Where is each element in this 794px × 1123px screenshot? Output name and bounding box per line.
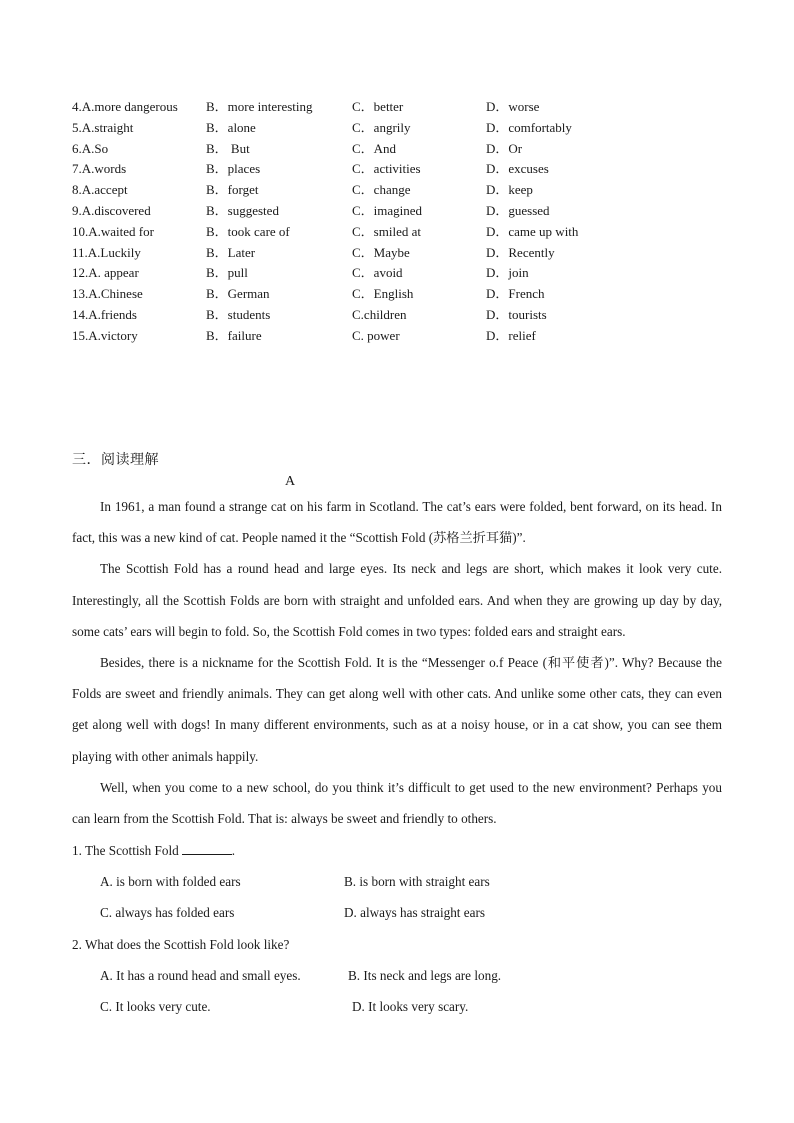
option-c: C．avoid [352, 265, 403, 281]
question-options-row [72, 991, 722, 1022]
option-a: 12.A. appear [72, 265, 139, 281]
option-row [72, 97, 712, 118]
option-row [72, 263, 712, 284]
reading-passage [72, 491, 722, 834]
option-b: B．places [206, 161, 261, 177]
option-row [72, 118, 712, 139]
answer-option[interactable]: C. always has folded ears [100, 905, 235, 921]
question-options-row [72, 866, 722, 897]
passage-label: A [285, 474, 296, 489]
option-b: B．failure [206, 327, 262, 343]
option-row [72, 180, 712, 201]
option-a: 9.A.discovered [72, 202, 151, 218]
question-options-row [72, 960, 722, 991]
option-a: 13.A.Chinese [72, 286, 143, 302]
option-d: D．worse [486, 99, 540, 114]
option-d: D．guessed [486, 202, 550, 218]
option-c: C．English [352, 286, 414, 302]
answer-option[interactable]: D. It looks very scary. [352, 998, 469, 1014]
question-stem-end: . [231, 843, 236, 858]
option-c: C．Maybe [352, 244, 410, 260]
answer-option[interactable]: B. is born with straight ears [344, 874, 490, 890]
option-d: D．keep [486, 182, 533, 198]
option-c: C. power [352, 327, 400, 343]
option-c: C．angrily [352, 119, 411, 135]
answer-option[interactable]: B. Its neck and legs are long. [348, 967, 502, 983]
option-c: C．And [352, 140, 397, 156]
question-list [72, 835, 722, 1022]
option-row [72, 201, 712, 222]
option-a: 5.A.straight [72, 119, 134, 135]
option-d: D．tourists [486, 306, 547, 322]
option-row [72, 159, 712, 180]
option-b: B．took care of [206, 223, 290, 239]
option-a: 10.A.waited for [72, 223, 154, 239]
option-c: C．better [352, 99, 404, 114]
option-b: B．forget [206, 182, 259, 198]
option-a: 11.A.Luckily [72, 244, 141, 260]
cloze-options-table [72, 97, 712, 347]
option-b: B．pull [206, 265, 248, 281]
answer-option[interactable]: C. It looks very cute. [100, 998, 211, 1014]
option-d: D．French [486, 286, 545, 302]
option-b: B． But [206, 140, 250, 156]
option-a: 4.A.more dangerous [72, 99, 178, 114]
question-stem [72, 929, 722, 960]
option-row [72, 326, 712, 347]
option-a: 7.A.words [72, 161, 127, 177]
option-d: D．excuses [486, 161, 549, 177]
option-d: D．came up with [486, 223, 579, 239]
option-row [72, 305, 712, 326]
answer-blank[interactable] [182, 840, 232, 855]
option-row [72, 284, 712, 305]
option-b: B．more interesting [206, 99, 313, 114]
option-a: 6.A.So [72, 140, 109, 156]
option-b: B．students [206, 306, 271, 322]
option-d: D．Recently [486, 244, 555, 260]
answer-option[interactable]: A. is born with folded ears [100, 874, 241, 890]
passage-paragraph: Besides, there is a nickname for the Scottish Fold. It is the “Messenger o.f Peace (和平使者)”. Why? Because the Folds are sweet and friendly animals. They can get along well with other cats. And unlike some other cats, they can even get along well with dogs! In many different environments, such as at a noisy house, or in a cat show, you can see them playing with other animals happily. [72, 655, 722, 764]
option-b: B．Later [206, 244, 256, 260]
passage-paragraph: Well, when you come to a new school, do you think it’s difficult to get used to the new environment? Perhaps you can learn from the Scottish Fold. That is: always be sweet and friendly to others. [72, 779, 722, 827]
option-a: 14.A.friends [72, 306, 137, 322]
option-row [72, 243, 712, 264]
option-b: B．suggested [206, 202, 279, 218]
option-d: D．comfortably [486, 119, 572, 135]
option-c: C．smiled at [352, 223, 421, 239]
passage-paragraph: In 1961, a man found a strange cat on his farm in Scotland. The cat’s ears were folded, bent forward, on its head. In fact, this was a new kind of cat. People named it the “Scottish Fold (苏格兰折耳猫)”. [72, 499, 722, 546]
question-text: 1. The Scottish Fold [72, 843, 179, 858]
question-options-row [72, 897, 722, 928]
answer-option[interactable]: A. It has a round head and small eyes. [100, 967, 301, 983]
option-d: D．join [486, 265, 529, 281]
option-b: B．German [206, 286, 270, 302]
question-text: 2. What does the Scottish Fold look like? [72, 936, 290, 952]
answer-option[interactable]: D. always has straight ears [344, 905, 485, 921]
option-c: C．change [352, 182, 411, 198]
section-title: 三．阅读理解 [72, 453, 159, 468]
passage-paragraph: The Scottish Fold has a round head and large eyes. Its neck and legs are short, which makes it look very cute. Interestingly, all the Scottish Folds are born with straight and unfolded ears. And when they are growing up day by day, some cats’ ears will begin to fold. So, the Scottish Fold comes in two types: folded ears and straight ears. [72, 561, 722, 639]
option-d: D．Or [486, 140, 523, 156]
question-stem [72, 835, 722, 866]
option-c: C.children [352, 306, 407, 322]
option-a: 8.A.accept [72, 182, 128, 198]
option-c: C．activities [352, 161, 421, 177]
option-row [72, 222, 712, 243]
option-a: 15.A.victory [72, 327, 138, 343]
option-d: D．relief [486, 327, 536, 343]
option-b: B．alone [206, 119, 256, 135]
option-row [72, 139, 712, 160]
option-c: C．imagined [352, 202, 423, 218]
